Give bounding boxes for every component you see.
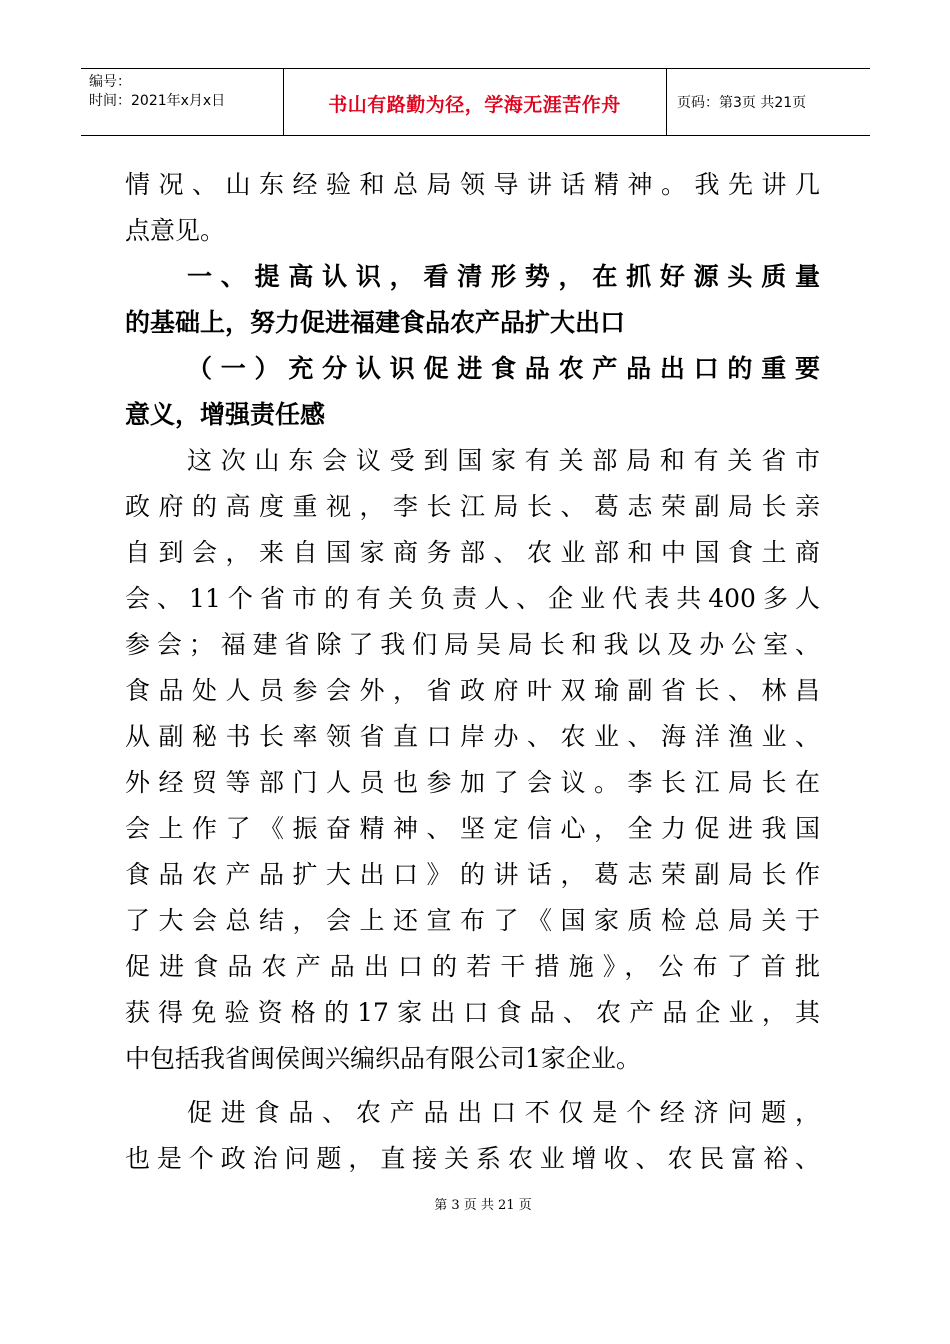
text-line: 食品农产品扩大出口》的讲话，葛志荣副局长作 [125, 860, 820, 889]
text-line: 获得免验资格的17家出口食品、农产品企业，其 [125, 998, 820, 1027]
page-footer: 第 3 页 共 21 页 [434, 1198, 532, 1213]
header-motto: 书山有路勤为径，学海无涯苦作舟 [328, 93, 621, 116]
text-line: 自到会，来自国家商务部、农业部和中国食土商 [125, 538, 820, 567]
number-label: 编号： [89, 74, 131, 90]
text-line: 食品处人员参会外，省政府叶双瑜副省长、林昌 [125, 676, 820, 705]
text-line: 会、11个省市的有关负责人、企业代表共400多人 [125, 584, 820, 613]
document-header [81, 68, 870, 136]
date-label: 时间：2021年x月x日 [89, 93, 226, 109]
text-line: 点意见。 [125, 216, 226, 245]
section-heading: 的基础上，努力促进福建食品农产品扩大出口 [125, 308, 626, 337]
text-line: 从副秘书长率领省直口岸办、农业、海洋渔业、 [125, 722, 820, 751]
subsection-heading: （一）充分认识促进食品农产品出口的重要 [187, 354, 820, 383]
text-line: 情况、山东经验和总局领导讲话精神。我先讲几 [125, 170, 820, 199]
paragraph-gap [125, 1082, 820, 1090]
text-line: 这次山东会议受到国家有关部局和有关省市 [187, 446, 820, 475]
text-line: 外经贸等部门人员也参加了会议。李长江局长在 [125, 768, 820, 797]
header-page-info: 页码：第3页 共21页 [677, 95, 807, 111]
document-body [125, 162, 820, 1182]
text-line: 促进食品农产品出口的若干措施》，公布了首批 [125, 952, 820, 981]
subsection-heading: 意义，增强责任感 [125, 400, 326, 429]
text-line: 参会；福建省除了我们局吴局长和我以及办公室、 [125, 630, 820, 659]
text-line: 政府的高度重视，李长江局长、葛志荣副局长亲 [125, 492, 820, 521]
text-line: 也是个政治问题，直接关系农业增收、农民富裕、 [125, 1144, 820, 1173]
text-line: 促进食品、农产品出口不仅是个经济问题， [187, 1098, 820, 1127]
text-line: 会上作了《振奋精神、坚定信心，全力促进我国 [125, 814, 820, 843]
text-line: 中包括我省闽侯闽兴编织品有限公司1家企业。 [125, 1044, 641, 1073]
header-meta [89, 73, 225, 111]
text-line: 了大会总结，会上还宣布了《国家质检总局关于 [125, 906, 820, 935]
section-heading: 一、提高认识，看清形势，在抓好源头质量 [187, 262, 820, 291]
